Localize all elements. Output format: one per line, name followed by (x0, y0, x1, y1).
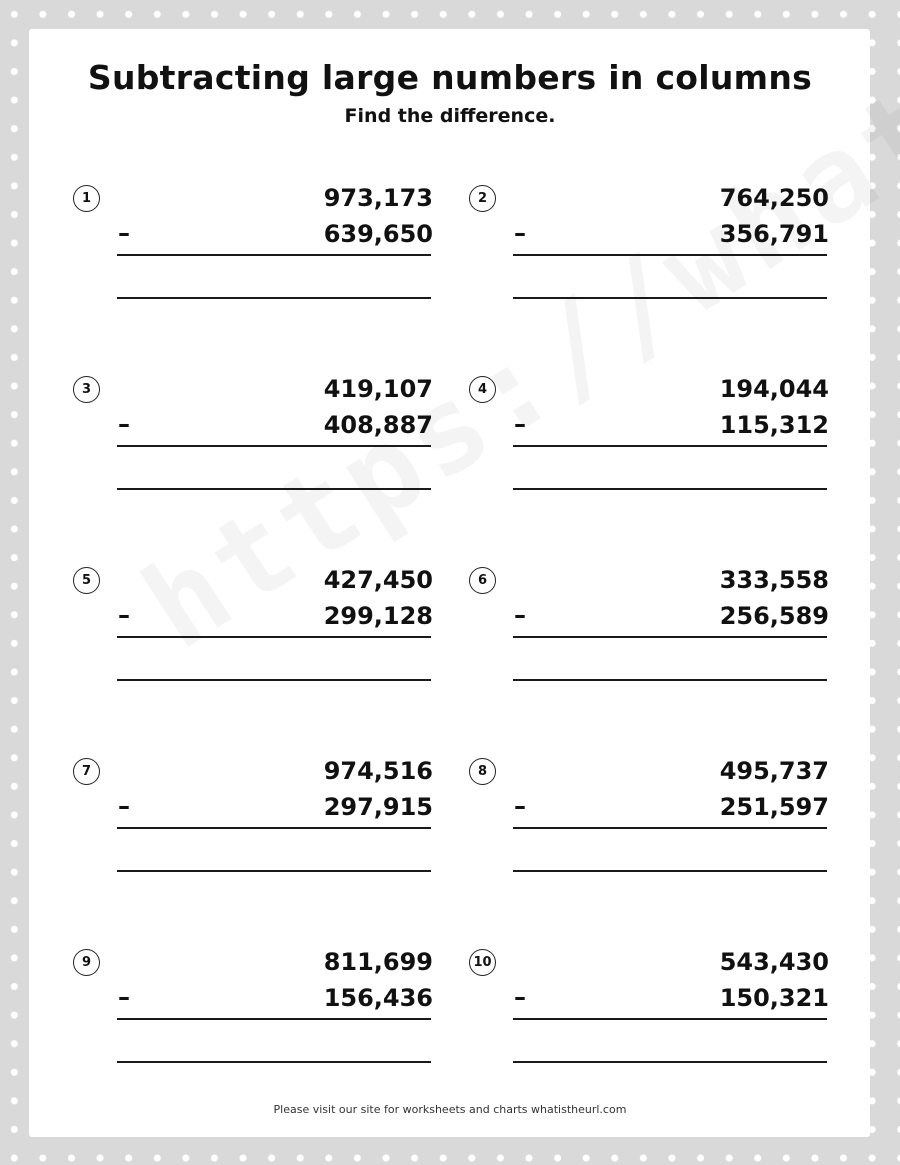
subtrahend: 356,791 (719, 220, 829, 248)
subtrahend: 408,887 (323, 411, 433, 439)
sum-line (117, 827, 431, 829)
sum-line (513, 827, 827, 829)
page-title: Subtracting large numbers in columns (87, 58, 813, 97)
subtrahend: 256,589 (719, 602, 829, 630)
problem-1 (73, 185, 433, 315)
answer-line (513, 870, 827, 872)
minus-sign: – (118, 983, 130, 1011)
problem-number-badge: 1 (73, 185, 100, 212)
problem-number-badge: 8 (469, 758, 496, 785)
answer-line (513, 1061, 827, 1063)
subtrahend: 251,597 (719, 793, 829, 821)
minus-sign: – (514, 219, 526, 247)
subtrahend: 156,436 (323, 984, 433, 1012)
subtrahend: 150,321 (719, 984, 829, 1012)
problem-3 (73, 376, 433, 506)
minus-sign: – (118, 792, 130, 820)
minus-sign: – (514, 983, 526, 1011)
minus-sign: – (514, 792, 526, 820)
problem-number-badge: 9 (73, 949, 100, 976)
footer-note: Please visit our site for worksheets and charts whatistheurl.com (273, 1103, 627, 1116)
subtrahend: 115,312 (719, 411, 829, 439)
answer-line (117, 297, 431, 299)
minuend: 543,430 (719, 948, 829, 976)
minuend: 419,107 (323, 375, 433, 403)
problem-6 (469, 567, 829, 697)
minus-sign: – (118, 219, 130, 247)
sum-line (117, 636, 431, 638)
minus-sign: – (514, 410, 526, 438)
minuend: 333,558 (719, 566, 829, 594)
minuend: 427,450 (323, 566, 433, 594)
problem-number-badge: 6 (469, 567, 496, 594)
subtrahend: 299,128 (323, 602, 433, 630)
answer-line (513, 297, 827, 299)
minuend: 974,516 (323, 757, 433, 785)
problem-number-badge: 5 (73, 567, 100, 594)
answer-line (513, 679, 827, 681)
sum-line (513, 1018, 827, 1020)
subtrahend: 297,915 (323, 793, 433, 821)
sum-line (117, 1018, 431, 1020)
problem-number-badge: 3 (73, 376, 100, 403)
minus-sign: – (118, 601, 130, 629)
subtrahend: 639,650 (323, 220, 433, 248)
sum-line (117, 254, 431, 256)
minuend: 811,699 (323, 948, 433, 976)
minuend: 764,250 (719, 184, 829, 212)
sum-line (513, 636, 827, 638)
answer-line (117, 679, 431, 681)
minus-sign: – (514, 601, 526, 629)
sum-line (117, 445, 431, 447)
instructions: Find the difference. (344, 105, 556, 127)
minus-sign: – (118, 410, 130, 438)
problem-number-badge: 2 (469, 185, 496, 212)
problem-5 (73, 567, 433, 697)
sum-line (513, 445, 827, 447)
answer-line (117, 1061, 431, 1063)
minuend: 973,173 (323, 184, 433, 212)
problem-number-badge: 7 (73, 758, 100, 785)
minuend: 194,044 (719, 375, 829, 403)
problem-8 (469, 758, 829, 888)
problem-7 (73, 758, 433, 888)
problem-2 (469, 185, 829, 315)
answer-line (513, 488, 827, 490)
sum-line (513, 254, 827, 256)
answer-line (117, 870, 431, 872)
answer-line (117, 488, 431, 490)
problem-9 (73, 949, 433, 1079)
problem-10 (469, 949, 829, 1079)
minuend: 495,737 (719, 757, 829, 785)
problem-number-badge: 4 (469, 376, 496, 403)
problem-number-badge: 10 (469, 949, 496, 976)
problem-4 (469, 376, 829, 506)
